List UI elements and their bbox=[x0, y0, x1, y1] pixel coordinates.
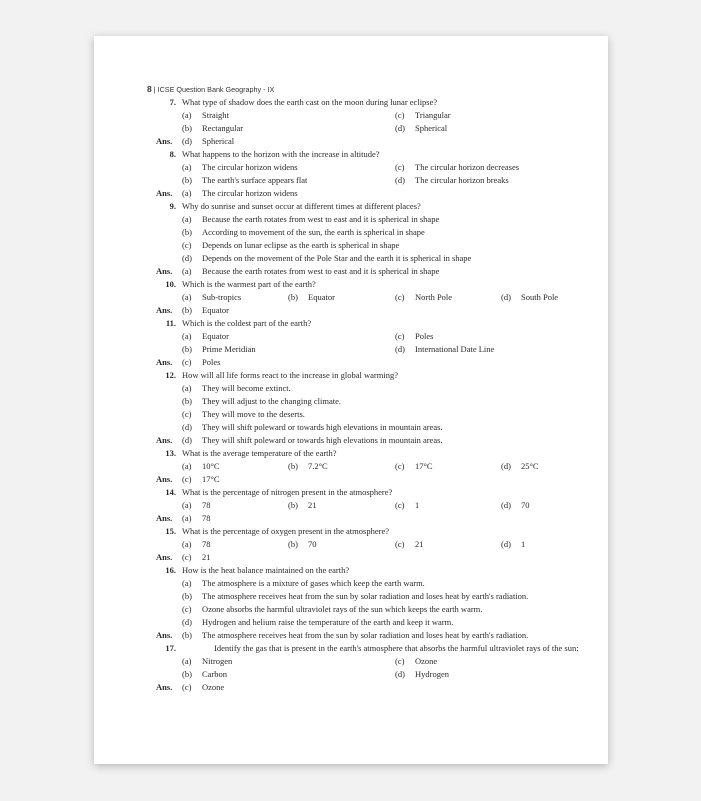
option-letter: (a) bbox=[182, 331, 192, 341]
option-letter: (c) bbox=[395, 292, 405, 302]
question-line bbox=[150, 447, 575, 460]
question-number: 10. bbox=[165, 279, 176, 289]
options-row bbox=[150, 577, 575, 590]
question-text: What is the percentage of nitrogen present in the atmosphere? bbox=[182, 487, 393, 497]
option bbox=[182, 122, 243, 135]
option bbox=[182, 616, 453, 629]
header-separator: | bbox=[153, 85, 156, 94]
option-letter: (c) bbox=[395, 461, 405, 471]
option-text: They will shift poleward or towards high elevations in mountain areas. bbox=[202, 422, 443, 432]
answer-letter: (a) bbox=[182, 188, 192, 198]
option-letter: (b) bbox=[182, 344, 192, 354]
option bbox=[501, 460, 539, 473]
answer-text: Equator bbox=[202, 305, 229, 315]
options-row bbox=[150, 421, 575, 434]
option-letter: (b) bbox=[182, 123, 192, 133]
option-letter: (b) bbox=[288, 292, 298, 302]
answer-option bbox=[182, 629, 528, 642]
option-letter: (a) bbox=[182, 162, 192, 172]
option-letter: (a) bbox=[182, 214, 192, 224]
option-text: 10°C bbox=[202, 461, 220, 471]
option-letter: (a) bbox=[182, 461, 192, 471]
options-row bbox=[150, 291, 575, 304]
answer-line bbox=[150, 551, 575, 564]
answer-line bbox=[150, 434, 575, 447]
option bbox=[288, 460, 328, 473]
option-letter: (b) bbox=[288, 500, 298, 510]
option-letter: (c) bbox=[395, 656, 405, 666]
option bbox=[182, 226, 425, 239]
option bbox=[182, 382, 291, 395]
question-line bbox=[150, 642, 579, 655]
option-letter: (a) bbox=[182, 292, 192, 302]
option bbox=[288, 538, 317, 551]
option-text: The earth's surface appears flat bbox=[202, 175, 308, 185]
question-number: 13. bbox=[165, 448, 176, 458]
option-letter: (b) bbox=[182, 227, 192, 237]
option-letter: (a) bbox=[182, 539, 192, 549]
option-letter: (b) bbox=[182, 591, 192, 601]
question-text: Which is the warmest part of the earth? bbox=[182, 279, 316, 289]
option bbox=[182, 421, 443, 434]
option-text: 70 bbox=[308, 539, 317, 549]
question-text: Identify the gas that is present in the earth's atmosphere that absorbs the harmful ultraviolet rays of the sun: bbox=[214, 643, 579, 653]
options-row bbox=[150, 109, 575, 122]
question-line bbox=[150, 486, 575, 499]
option-letter: (a) bbox=[182, 578, 192, 588]
option-letter: (d) bbox=[501, 539, 511, 549]
option-letter: (d) bbox=[395, 344, 405, 354]
option-text: Ozone absorbs the harmful ultraviolet rays of the sun which keeps the earth warm. bbox=[202, 604, 483, 614]
answer-letter: (c) bbox=[182, 474, 192, 484]
option-text: They will move to the deserts. bbox=[202, 409, 305, 419]
option bbox=[182, 343, 256, 356]
answer-label: Ans. bbox=[156, 682, 173, 692]
option bbox=[501, 538, 525, 551]
option-text: Depends on lunar eclipse as the earth is spherical in shape bbox=[202, 240, 400, 250]
options-row bbox=[150, 343, 575, 356]
question-line bbox=[150, 317, 575, 330]
answer-line bbox=[150, 304, 575, 317]
option-letter: (c) bbox=[395, 110, 405, 120]
answer-label: Ans. bbox=[156, 513, 173, 523]
answer-label: Ans. bbox=[156, 266, 173, 276]
answer-line bbox=[150, 265, 575, 278]
option-text: The atmosphere receives heat from the sun by solar radiation and loses heat by earth's radiation. bbox=[202, 591, 529, 601]
option-text: 78 bbox=[202, 539, 211, 549]
option bbox=[182, 395, 341, 408]
option-letter: (d) bbox=[182, 253, 192, 263]
option bbox=[395, 291, 452, 304]
answer-label: Ans. bbox=[156, 435, 173, 445]
question-text: What happens to the horizon with the increase in altitude? bbox=[182, 149, 380, 159]
options-row bbox=[150, 330, 575, 343]
question-number: 8. bbox=[169, 149, 176, 159]
option-letter: (c) bbox=[182, 604, 192, 614]
options-row bbox=[150, 408, 575, 421]
option-letter: (b) bbox=[182, 396, 192, 406]
answer-option bbox=[182, 187, 298, 200]
option-text: 1 bbox=[415, 500, 420, 510]
answer-label: Ans. bbox=[156, 552, 173, 562]
option bbox=[182, 408, 305, 421]
running-header bbox=[147, 84, 274, 94]
page-number: 8 bbox=[147, 84, 152, 94]
answer-letter: (c) bbox=[182, 357, 192, 367]
options-row bbox=[150, 161, 575, 174]
answer-option bbox=[182, 551, 211, 564]
options-row bbox=[150, 499, 575, 512]
answer-line bbox=[150, 135, 575, 148]
answer-option bbox=[182, 681, 224, 694]
answer-option bbox=[182, 473, 220, 486]
question-text: How is the heat balance maintained on the earth? bbox=[182, 565, 350, 575]
option-letter: (c) bbox=[395, 331, 405, 341]
option bbox=[395, 655, 437, 668]
options-row bbox=[150, 239, 575, 252]
options-row bbox=[150, 603, 575, 616]
option-text: Prime Meridian bbox=[202, 344, 256, 354]
options-row bbox=[150, 213, 575, 226]
option-letter: (a) bbox=[182, 110, 192, 120]
option-text: 17°C bbox=[415, 461, 433, 471]
option-letter: (c) bbox=[182, 240, 192, 250]
option-text: 21 bbox=[308, 500, 317, 510]
option-text: Triangular bbox=[415, 110, 451, 120]
options-row bbox=[150, 460, 575, 473]
option-text: International Date Line bbox=[415, 344, 495, 354]
answer-option bbox=[182, 135, 234, 148]
option-letter: (b) bbox=[182, 669, 192, 679]
option bbox=[182, 174, 307, 187]
question-number: 16. bbox=[165, 565, 176, 575]
option bbox=[395, 161, 519, 174]
answer-option bbox=[182, 304, 229, 317]
question-line bbox=[150, 525, 575, 538]
option-letter: (c) bbox=[395, 162, 405, 172]
option-letter: (d) bbox=[501, 461, 511, 471]
option-letter: (d) bbox=[395, 669, 405, 679]
answer-letter: (a) bbox=[182, 513, 192, 523]
question-line bbox=[150, 200, 575, 213]
answer-option bbox=[182, 265, 439, 278]
question-line bbox=[150, 148, 575, 161]
option-letter: (b) bbox=[288, 539, 298, 549]
option-text: Spherical bbox=[415, 123, 448, 133]
option-text: 7.2°C bbox=[308, 461, 328, 471]
option-letter: (c) bbox=[395, 539, 405, 549]
option-letter: (d) bbox=[501, 500, 511, 510]
option bbox=[395, 538, 424, 551]
option-letter: (a) bbox=[182, 383, 192, 393]
option bbox=[182, 655, 232, 668]
option bbox=[182, 109, 229, 122]
option bbox=[182, 239, 399, 252]
option bbox=[395, 460, 433, 473]
answer-line bbox=[150, 629, 575, 642]
answer-label: Ans. bbox=[156, 357, 173, 367]
answer-text: The circular horizon widens bbox=[202, 188, 298, 198]
option-text: The circular horizon decreases bbox=[415, 162, 520, 172]
option-letter: (b) bbox=[182, 175, 192, 185]
answer-line bbox=[150, 187, 575, 200]
option bbox=[182, 590, 528, 603]
question-number: 14. bbox=[165, 487, 176, 497]
options-row bbox=[150, 590, 575, 603]
option-text: Sub-tropics bbox=[202, 292, 242, 302]
answer-text: 78 bbox=[202, 513, 211, 523]
option bbox=[395, 330, 433, 343]
answer-letter: (c) bbox=[182, 552, 192, 562]
option bbox=[182, 577, 425, 590]
option-text: 21 bbox=[415, 539, 424, 549]
option bbox=[182, 252, 471, 265]
question-line bbox=[150, 369, 575, 382]
answer-letter: (d) bbox=[182, 136, 192, 146]
option-text: Depends on the movement of the Pole Star and the earth it is spherical in shape bbox=[202, 253, 472, 263]
option-letter: (c) bbox=[182, 409, 192, 419]
options-row bbox=[150, 655, 575, 668]
options-row bbox=[150, 174, 575, 187]
answer-text: They will shift poleward or towards high elevations in mountain areas. bbox=[202, 435, 443, 445]
answer-letter: (b) bbox=[182, 630, 192, 640]
answer-text: Spherical bbox=[202, 136, 235, 146]
option bbox=[501, 291, 558, 304]
option-text: Hydrogen bbox=[415, 669, 449, 679]
option bbox=[288, 291, 335, 304]
option-letter: (a) bbox=[182, 500, 192, 510]
option-text: They will become extinct. bbox=[202, 383, 291, 393]
question-number: 17. bbox=[165, 643, 176, 653]
question-number: 11. bbox=[165, 318, 176, 328]
option-text: Rectangular bbox=[202, 123, 244, 133]
answer-label: Ans. bbox=[156, 474, 173, 484]
option-text: 78 bbox=[202, 500, 211, 510]
answer-option bbox=[182, 434, 443, 447]
option bbox=[182, 668, 227, 681]
option-letter: (d) bbox=[182, 422, 192, 432]
option-text: Because the earth rotates from west to east and it is spherical in shape bbox=[202, 214, 440, 224]
answer-text: 17°C bbox=[202, 474, 220, 484]
option-text: Equator bbox=[308, 292, 335, 302]
option bbox=[395, 499, 419, 512]
option-text: Hydrogen and helium raise the temperature of the earth and keep it warm. bbox=[202, 617, 454, 627]
option-letter: (b) bbox=[288, 461, 298, 471]
option bbox=[182, 161, 298, 174]
answer-line bbox=[150, 473, 575, 486]
answer-text: The atmosphere receives heat from the sun by solar radiation and loses heat by earth's radiation. bbox=[202, 630, 529, 640]
option-letter: (a) bbox=[182, 656, 192, 666]
option bbox=[182, 330, 229, 343]
answer-line bbox=[150, 356, 575, 369]
options-row bbox=[150, 252, 575, 265]
options-row bbox=[150, 382, 575, 395]
question-list bbox=[150, 96, 579, 694]
option-text: According to movement of the sun, the earth is spherical in shape bbox=[202, 227, 425, 237]
options-row bbox=[150, 395, 575, 408]
option bbox=[395, 122, 447, 135]
option bbox=[182, 291, 241, 304]
option-text: Equator bbox=[202, 331, 229, 341]
option-letter: (d) bbox=[395, 175, 405, 185]
option bbox=[182, 538, 211, 551]
option-text: Nitrogen bbox=[202, 656, 233, 666]
options-row bbox=[150, 668, 575, 681]
option bbox=[182, 460, 220, 473]
answer-option bbox=[182, 512, 211, 525]
option bbox=[501, 499, 530, 512]
option bbox=[395, 109, 451, 122]
option bbox=[395, 343, 494, 356]
options-row bbox=[150, 538, 575, 551]
question-text: What is the average temperature of the earth? bbox=[182, 448, 337, 458]
answer-letter: (d) bbox=[182, 435, 192, 445]
option-text: Ozone bbox=[415, 656, 438, 666]
question-number: 9. bbox=[169, 201, 176, 211]
option-text: The circular horizon widens bbox=[202, 162, 298, 172]
option-text: 70 bbox=[521, 500, 530, 510]
options-row bbox=[150, 226, 575, 239]
option-letter: (d) bbox=[182, 617, 192, 627]
option-text: Poles bbox=[415, 331, 434, 341]
option-letter: (c) bbox=[395, 500, 405, 510]
book-title: ICSE Question Bank Geography - IX bbox=[157, 85, 275, 94]
option bbox=[182, 603, 482, 616]
option-text: South Pole bbox=[521, 292, 559, 302]
answer-letter: (c) bbox=[182, 682, 192, 692]
answer-text: Poles bbox=[202, 357, 221, 367]
question-text: Why do sunrise and sunset occur at different times at different places? bbox=[182, 201, 421, 211]
option-text: North Pole bbox=[415, 292, 453, 302]
answer-text: Because the earth rotates from west to east and it is spherical in shape bbox=[202, 266, 440, 276]
answer-letter: (a) bbox=[182, 266, 192, 276]
question-line bbox=[150, 278, 575, 291]
question-number: 15. bbox=[165, 526, 176, 536]
question-text: What is the percentage of oxygen present in the atmosphere? bbox=[182, 526, 389, 536]
question-line bbox=[150, 96, 575, 109]
option bbox=[395, 668, 449, 681]
answer-text: 21 bbox=[202, 552, 211, 562]
question-number: 7. bbox=[169, 97, 176, 107]
question-number: 12. bbox=[165, 370, 176, 380]
answer-label: Ans. bbox=[156, 188, 173, 198]
answer-line bbox=[150, 512, 575, 525]
option-letter: (d) bbox=[501, 292, 511, 302]
option bbox=[182, 213, 439, 226]
question-text: How will all life forms react to the increase in global warming? bbox=[182, 370, 398, 380]
question-line bbox=[150, 564, 575, 577]
question-text: Which is the coldest part of the earth? bbox=[182, 318, 312, 328]
question-text: What type of shadow does the earth cast on the moon during lunar eclipse? bbox=[182, 97, 438, 107]
option bbox=[288, 499, 317, 512]
answer-letter: (b) bbox=[182, 305, 192, 315]
option-text: Carbon bbox=[202, 669, 228, 679]
option-letter: (d) bbox=[395, 123, 405, 133]
answer-label: Ans. bbox=[156, 136, 173, 146]
answer-line bbox=[150, 681, 575, 694]
option bbox=[182, 499, 211, 512]
option-text: The atmosphere is a mixture of gases which keep the earth warm. bbox=[202, 578, 425, 588]
option bbox=[395, 174, 509, 187]
answer-label: Ans. bbox=[156, 630, 173, 640]
answer-option bbox=[182, 356, 220, 369]
option-text: They will adjust to the changing climate. bbox=[202, 396, 342, 406]
option-text: The circular horizon breaks bbox=[415, 175, 509, 185]
answer-text: Ozone bbox=[202, 682, 225, 692]
answer-label: Ans. bbox=[156, 305, 173, 315]
option-text: 25°C bbox=[521, 461, 539, 471]
options-row bbox=[150, 616, 575, 629]
options-row bbox=[150, 122, 575, 135]
option-text: Straight bbox=[202, 110, 229, 120]
option-text: 1 bbox=[521, 539, 526, 549]
